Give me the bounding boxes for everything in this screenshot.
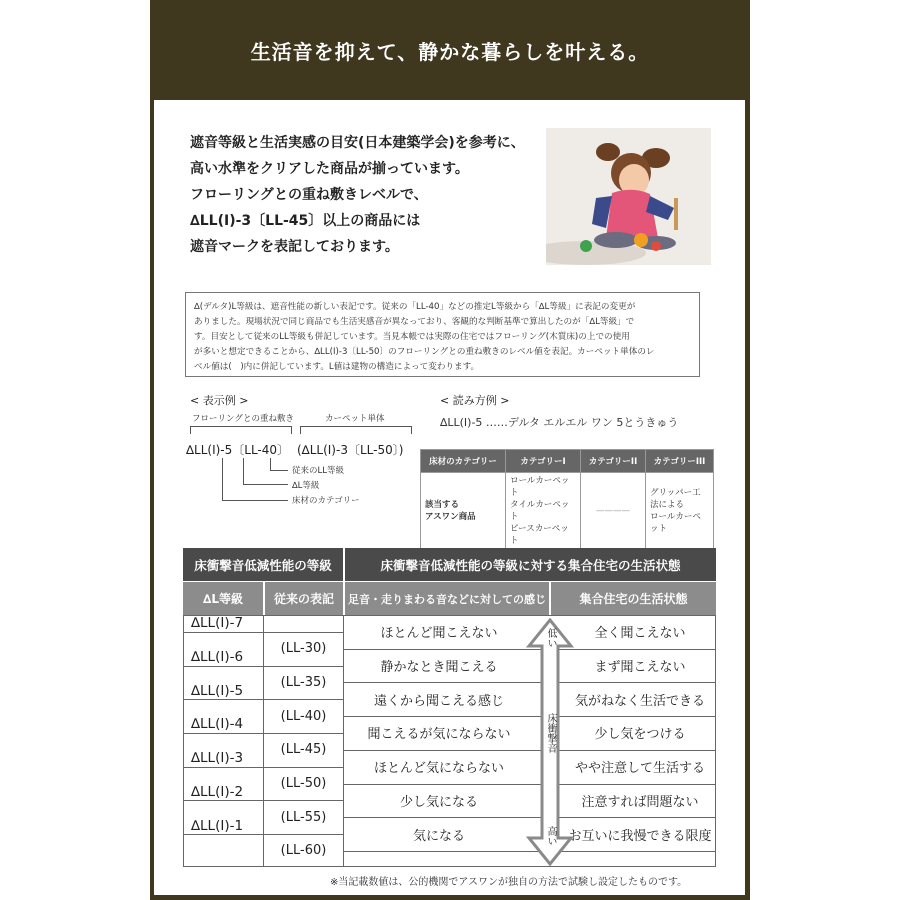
cat3-item: ロールカーペット <box>650 512 701 534</box>
note-line: す。目安として従来のLL等級も併記しています。当見本帳では実際の住宅ではフローリング(木質床)の上での使用 <box>194 332 630 342</box>
note-line: ベル値は( )内に併記しています。L値は建物の構造によって変わります。 <box>194 362 480 372</box>
bracket-left <box>190 426 292 427</box>
category-2-cell: ———— <box>581 473 646 550</box>
feel-text: 静かなとき聞こえる <box>380 660 498 676</box>
subheader-feel: 足音・走りまわる音などに対しての感じ <box>344 582 549 615</box>
intro-line: フローリングとの重ね敷きレベルで、 <box>190 187 428 203</box>
category-header: カテゴリーII <box>581 450 646 473</box>
category-header: カテゴリーI <box>506 450 581 473</box>
dl-grade: ∆LL(I)-6 <box>191 649 244 666</box>
bracket-left-tick <box>190 426 191 434</box>
arrow-label-low: 低い <box>545 628 556 648</box>
dl-grade: ∆LL(I)-7 <box>191 615 244 632</box>
note-line: が多いと想定できることから、∆LL(I)-3〔LL-50〕のフローリングとの重ね敷きのレベル値を表記。カーペット単体のレ <box>194 347 655 357</box>
leader-line <box>222 500 288 501</box>
feel-text: ほとんど気にならない <box>373 761 504 777</box>
cat1-item: タイルカーペット <box>510 500 570 522</box>
example-label-right: カーペット単体 <box>325 414 385 424</box>
cat1-item: ロールカーペット <box>510 476 570 498</box>
bracket-right-tick <box>411 426 412 434</box>
feel-text: 聞こえるが気にならない <box>367 727 511 743</box>
bracket-left-tick <box>291 426 292 434</box>
grid-line <box>263 615 343 616</box>
intro-line: 遮音マークを表記しております。 <box>190 239 399 255</box>
legend-dl-grade: ∆L等級 <box>292 481 320 491</box>
old-grade: (LL-40) <box>280 708 327 724</box>
category-header: カテゴリーIII <box>646 450 714 473</box>
life-text: お互いに我慢できる限度 <box>568 828 712 844</box>
feel-text: 気になる <box>412 828 465 844</box>
reading-title: < 読み方例 > <box>440 394 510 407</box>
old-grade: (LL-55) <box>280 809 327 825</box>
old-grade: (LL-50) <box>280 775 327 791</box>
perf-header-left: 床衝撃音低減性能の等級 <box>183 548 343 581</box>
grid-line <box>183 866 716 867</box>
category-3-cell <box>646 473 714 550</box>
old-grade: (LL-35) <box>280 674 327 690</box>
feel-text: 少し気になる <box>399 794 478 810</box>
leader-line <box>243 458 244 484</box>
leader-line <box>270 470 288 471</box>
intro-line: ∆LL(I)-3〔LL-45〕以上の商品には <box>190 213 421 229</box>
subheader-dl: ∆L等級 <box>183 582 263 615</box>
page-headline: 生活音を抑えて、静かな暮らしを叶える。 <box>250 39 650 64</box>
life-text: まず聞こえない <box>594 660 686 676</box>
dl-grade: ∆LL(I)-5 <box>191 682 244 699</box>
footnote: ※当記載数値は、公的機関でアスワンが独自の方法で試験し設定したものです。 <box>330 877 688 888</box>
cat3-item: グリッパー工法による <box>650 488 701 510</box>
life-text: 少し気をつける <box>594 727 686 743</box>
subheader-life: 集合住宅の生活状態 <box>550 582 716 615</box>
grid-line <box>183 699 263 700</box>
row-label-line: 該当する <box>425 500 460 510</box>
intro-line: 高い水準をクリアした商品が揃っています。 <box>190 161 469 177</box>
grid-line <box>183 800 263 801</box>
leader-line <box>222 458 223 500</box>
life-text: 全く聞こえない <box>594 626 686 642</box>
reading-text: ∆LL(I)-5 ……デルタ エルエル ワン 5とうきゅう <box>440 416 679 429</box>
performance-table <box>183 548 716 867</box>
feel-text: ほとんど聞こえない <box>380 626 498 642</box>
arrow-label-high: 高い <box>545 826 556 846</box>
intro-line: 遮音等級と生活実感の目安(日本建築学会)を参考に、 <box>190 135 525 151</box>
category-1-cell <box>506 473 581 550</box>
example-main-left: ∆LL(I)-5〔LL-40〕 <box>186 443 290 457</box>
leader-line <box>243 484 288 485</box>
dl-grade: ∆LL(I)-3 <box>191 750 244 767</box>
intro-text <box>190 130 550 260</box>
old-grade: (LL-45) <box>280 742 327 758</box>
note-line: ありました。現場状況で同じ商品でも生活実感音が異なっており、客観的な判断基準で算出したのが「∆L等級」で <box>194 317 635 327</box>
category-table <box>420 449 714 550</box>
legend-old-grade: 従来のLL等級 <box>292 466 344 476</box>
dl-grade: ∆LL(I)-1 <box>191 817 244 834</box>
note-line: ∆(デルタ)L等級は、遮音性能の新しい表記です。従来の「LL-40」などの推定L等級から「∆L等級」に表記の変更が <box>194 302 636 312</box>
delta-l-note <box>185 292 700 377</box>
grid-line <box>183 767 263 768</box>
grid-line <box>183 733 263 734</box>
bracket-right-tick <box>300 426 301 434</box>
dl-grade: ∆LL(I)-4 <box>191 716 244 733</box>
bracket-right <box>300 426 412 427</box>
grid-line <box>183 666 263 667</box>
example-title: < 表示例 > <box>190 394 249 407</box>
legend-category: 床材のカテゴリー <box>292 496 360 506</box>
cat1-item: ピースカーペット <box>510 524 569 546</box>
perf-header-right: 床衝撃音低減性能の等級に対する集合住宅の生活状態 <box>344 548 716 581</box>
life-text: 気がねなく生活できる <box>574 693 705 709</box>
feel-text: 遠くから聞こえる感じ <box>373 693 504 709</box>
example-label-left: フローリングとの重ね敷き <box>192 414 295 424</box>
life-text: 注意すれば問題ない <box>581 794 699 810</box>
subheader-old: 従来の表記 <box>264 582 343 615</box>
grid-line <box>183 834 263 835</box>
arrow-label-mid: 床衝撃音 <box>545 713 556 753</box>
old-grade: (LL-30) <box>280 641 327 657</box>
life-text: やや注意して生活する <box>574 761 705 777</box>
category-header: 床材のカテゴリー <box>421 450 506 473</box>
grid-line <box>183 632 263 633</box>
example-main-right: (∆LL(I)-3〔LL-50〕) <box>297 443 404 457</box>
dl-grade: ∆LL(I)-2 <box>191 783 244 800</box>
category-row-label <box>421 473 506 550</box>
grid-line <box>715 615 716 867</box>
old-grade: (LL-60) <box>280 843 327 859</box>
leader-line <box>270 458 271 470</box>
row-label-line: アスワン商品 <box>425 512 476 522</box>
child-photo <box>546 128 711 265</box>
